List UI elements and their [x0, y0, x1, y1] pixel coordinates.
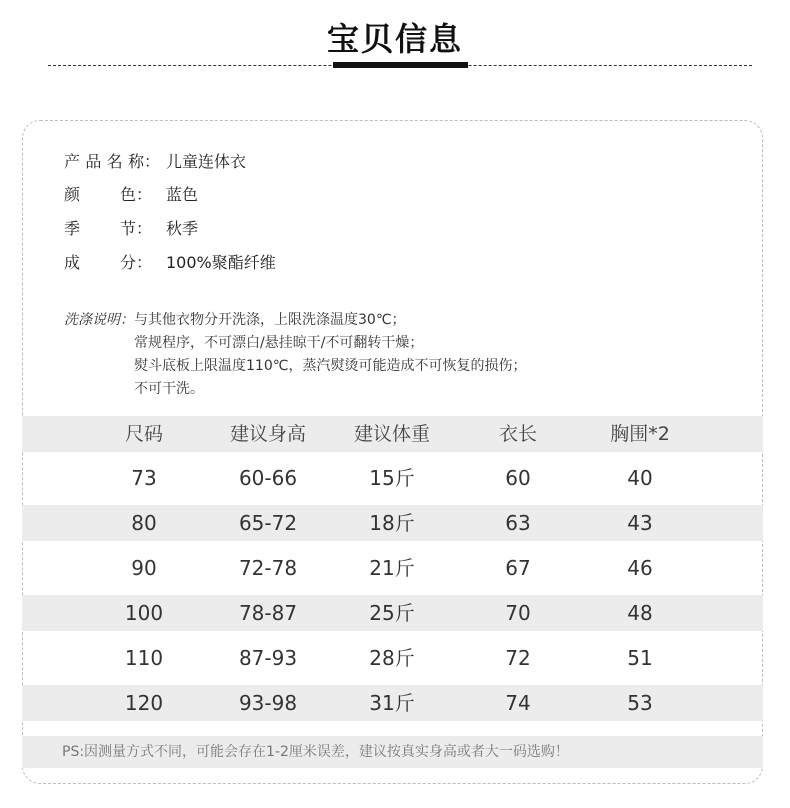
table-cell: 78-87 — [238, 601, 298, 625]
info-colon: ： — [136, 184, 153, 204]
info-colon: ： — [144, 151, 161, 171]
table-header-row — [22, 416, 763, 452]
info-row-color — [64, 181, 198, 205]
table-cell: 93-98 — [238, 691, 298, 715]
info-label: 成 分 — [64, 252, 136, 272]
table-cell: 51 — [627, 646, 653, 670]
measurement-note: PS:因测量方式不同，可能会存在1-2厘米误差，建议按真实身高或者大一码选购！ — [22, 736, 763, 768]
info-colon: ： — [136, 218, 153, 238]
table-cell: 63 — [505, 511, 531, 535]
table-cell: 40 — [627, 466, 653, 490]
table-cell: 48 — [627, 601, 653, 625]
table-cell: 72-78 — [238, 556, 298, 580]
table-cell: 70 — [505, 601, 531, 625]
info-value: 秋季 — [166, 218, 199, 238]
info-colon: ： — [136, 252, 153, 272]
table-row — [22, 595, 763, 631]
info-value: 儿童连体衣 — [166, 151, 247, 171]
info-label: 颜 色 — [64, 184, 136, 204]
table-cell: 31斤 — [369, 691, 415, 715]
info-label: 产 品 名 称 — [64, 151, 144, 171]
info-value: 蓝色 — [166, 184, 199, 204]
table-cell: 90 — [131, 556, 157, 580]
table-row — [22, 550, 763, 586]
table-header-cell: 衣长 — [498, 423, 538, 445]
table-cell: 72 — [505, 646, 531, 670]
info-row-season — [64, 215, 198, 239]
table-cell: 18斤 — [369, 511, 415, 535]
care-line: 熨斗底板上限温度110℃，蒸汽熨烫可能造成不可恢复的损伤； — [134, 358, 527, 374]
table-header-cell: 建议体重 — [353, 423, 431, 445]
table-row — [22, 460, 763, 496]
table-cell: 87-93 — [238, 646, 298, 670]
table-cell: 74 — [505, 691, 531, 715]
table-cell: 25斤 — [369, 601, 415, 625]
info-row-name — [64, 148, 246, 172]
table-cell: 120 — [124, 691, 164, 715]
table-cell: 110 — [124, 646, 164, 670]
care-line: 与其他衣物分开洗涤，上限洗涤温度30℃； — [134, 312, 406, 328]
info-label: 季 节 — [64, 218, 136, 238]
table-cell: 15斤 — [369, 466, 415, 490]
table-row — [22, 505, 763, 541]
table-cell: 43 — [627, 511, 653, 535]
table-header-cell: 建议身高 — [229, 423, 307, 445]
header-accent-bar — [333, 62, 468, 68]
table-row — [22, 685, 763, 721]
table-cell: 100 — [124, 601, 164, 625]
info-value: 100%聚酯纤维 — [166, 252, 276, 272]
table-cell: 46 — [627, 556, 653, 580]
header-title: 宝贝信息 — [326, 20, 463, 58]
table-cell: 28斤 — [369, 646, 415, 670]
table-cell: 53 — [627, 691, 653, 715]
table-cell: 65-72 — [238, 511, 298, 535]
care-title: 洗涤说明： — [64, 312, 134, 328]
table-header-cell: 尺码 — [124, 423, 164, 445]
table-row — [22, 640, 763, 676]
care-line: 常规程序，不可漂白/悬挂晾干/不可翻转干燥； — [134, 335, 424, 351]
care-line: 不可干洗。 — [134, 381, 204, 397]
table-cell: 80 — [131, 511, 157, 535]
table-cell: 21斤 — [369, 556, 415, 580]
table-cell: 60-66 — [238, 466, 298, 490]
table-cell: 60 — [505, 466, 531, 490]
table-cell: 67 — [505, 556, 531, 580]
info-row-material — [64, 249, 276, 273]
table-header-cell: 胸围*2 — [610, 423, 670, 445]
table-cell: 73 — [131, 466, 157, 490]
